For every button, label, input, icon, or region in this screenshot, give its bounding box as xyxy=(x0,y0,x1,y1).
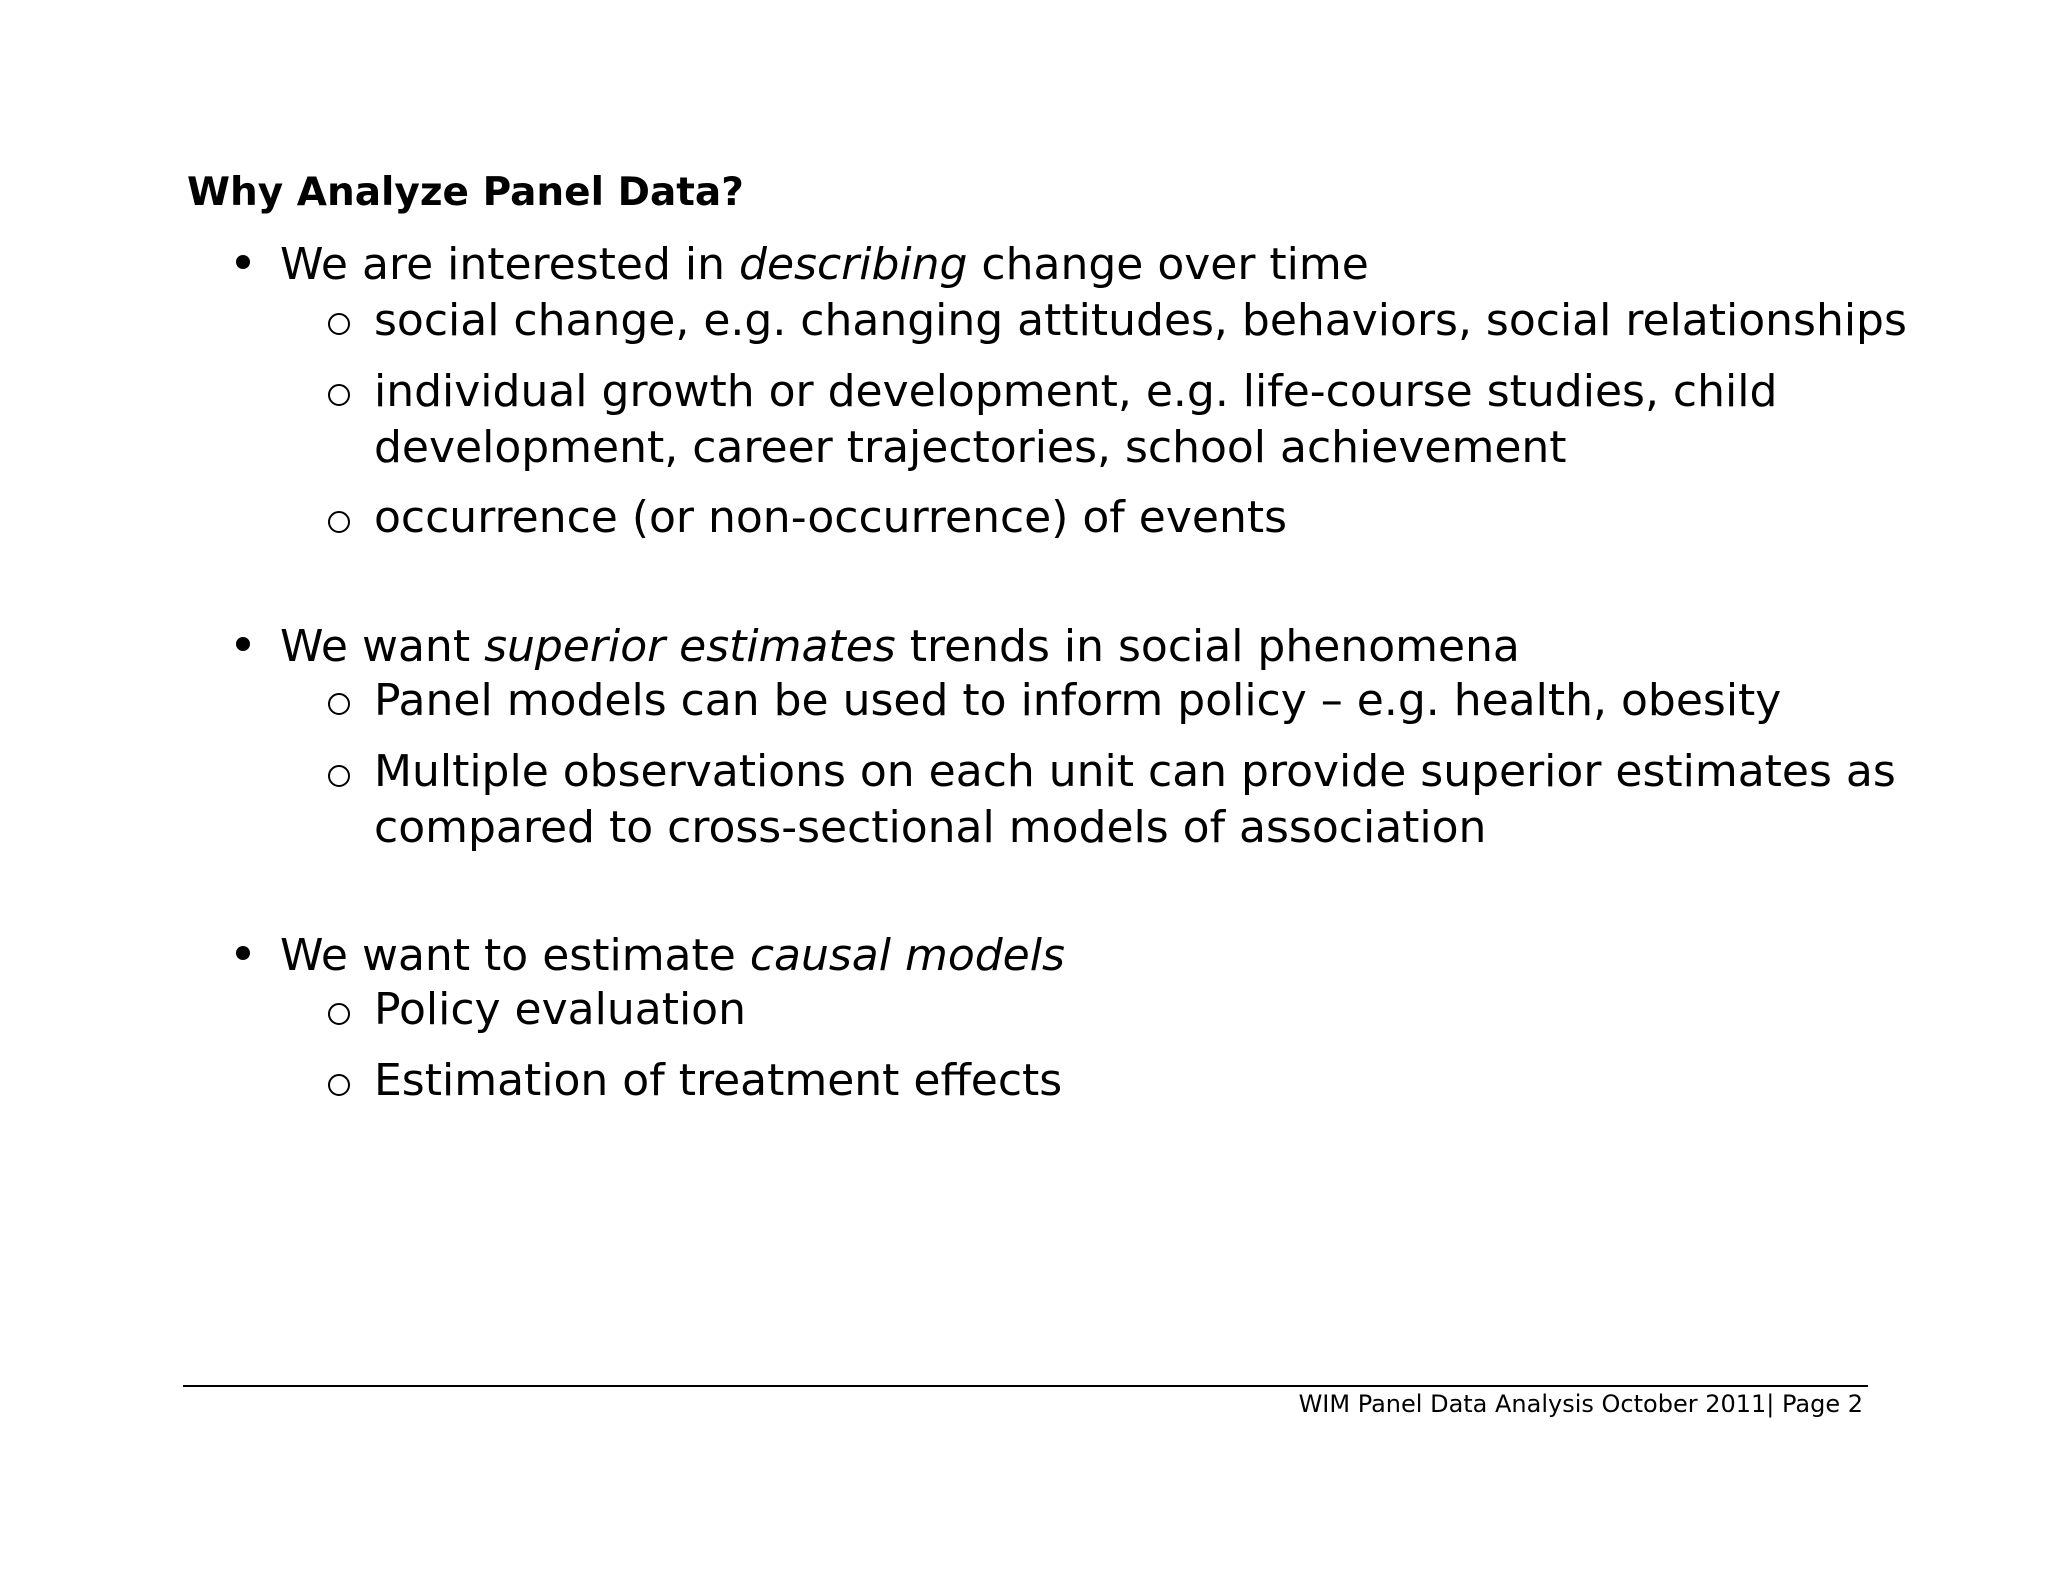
bullet-text-emphasis: causal models xyxy=(749,930,1065,981)
footer-divider xyxy=(183,1385,1868,1387)
bullet-text-post: trends in social phenomena xyxy=(895,621,1520,672)
bullet-text-pre: We want xyxy=(280,621,485,672)
circle-bullet-icon xyxy=(328,693,350,715)
sub-item-individual-growth-line2: development, career trajectories, school achievement xyxy=(374,422,1567,473)
sub-item-social-change: social change, e.g. changing attitudes, behaviors, social relationships xyxy=(374,295,1907,346)
bullet-dot-icon xyxy=(236,946,250,960)
bullet-text-emphasis: describing xyxy=(739,239,968,290)
sub-item-multiple-observations-line2: compared to cross-sectional models of association xyxy=(374,802,1487,853)
circle-bullet-icon xyxy=(328,765,350,787)
sub-item-multiple-observations-line1: Multiple observations on each unit can provide superior estimates as xyxy=(374,746,1896,797)
bullet-dot-icon xyxy=(236,255,250,269)
circle-bullet-icon xyxy=(328,511,350,533)
circle-bullet-icon xyxy=(328,1003,350,1025)
sub-item-treatment-effects: Estimation of treatment effects xyxy=(374,1055,1063,1106)
bullet-text-pre: We want to estimate xyxy=(280,930,750,981)
circle-bullet-icon xyxy=(328,1074,350,1096)
page-footer: WIM Panel Data Analysis October 2011| Page 2 xyxy=(1298,1390,1863,1418)
bullet-text-pre: We are interested in xyxy=(280,239,740,290)
sub-item-individual-growth-line1: individual growth or development, e.g. life-course studies, child xyxy=(374,366,1778,417)
bullet-text-emphasis: superior estimates xyxy=(484,621,896,672)
sub-item-panel-models: Panel models can be used to inform policy – e.g. health, obesity xyxy=(374,675,1782,726)
bullet-dot-icon xyxy=(236,637,250,651)
page-heading: Why Analyze Panel Data? xyxy=(187,170,744,215)
bullet-text-post: change over time xyxy=(967,239,1369,290)
sub-item-policy-evaluation: Policy evaluation xyxy=(374,984,746,1035)
circle-bullet-icon xyxy=(328,384,350,406)
bullet-superior-estimates xyxy=(280,620,1520,674)
bullet-causal-models xyxy=(280,929,1065,983)
sub-item-occurrence: occurrence (or non-occurrence) of events xyxy=(374,492,1288,543)
circle-bullet-icon xyxy=(328,313,350,335)
bullet-describing-change xyxy=(280,238,1369,292)
